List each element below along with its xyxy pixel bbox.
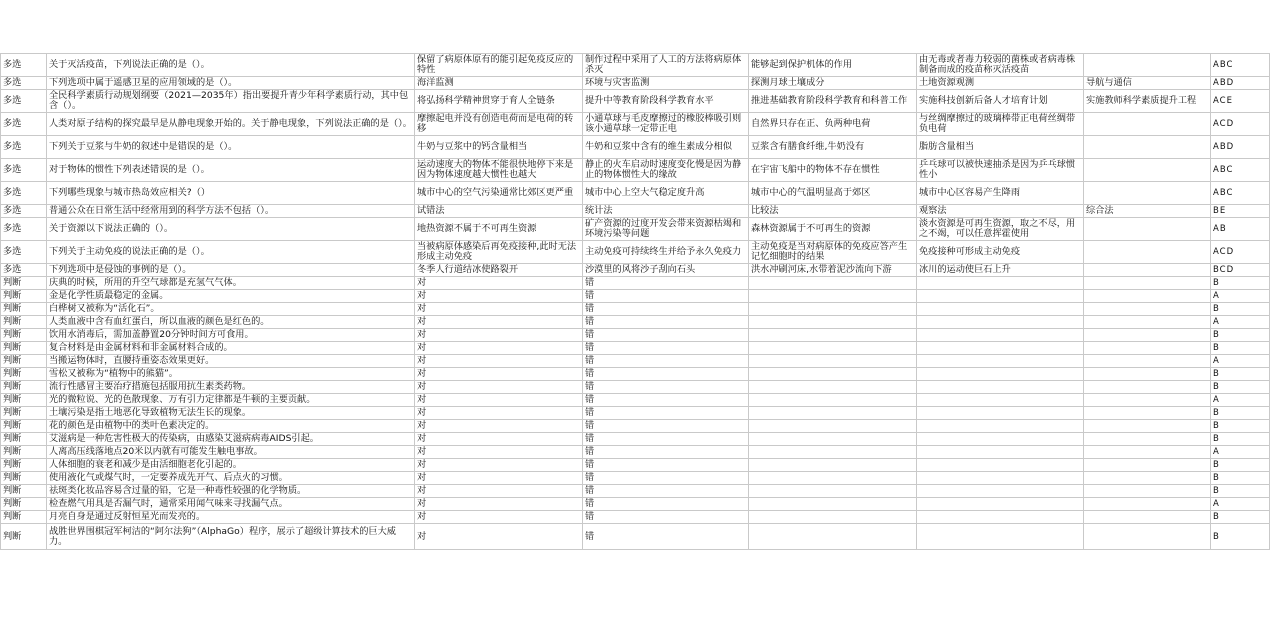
cell-e[interactable] [1084, 394, 1211, 407]
cell-b[interactable]: 错 [583, 381, 749, 394]
cell-type[interactable]: 判断 [1, 381, 47, 394]
cell-c[interactable] [749, 290, 917, 303]
cell-e[interactable] [1084, 182, 1211, 205]
cell-e[interactable] [1084, 159, 1211, 182]
cell-type[interactable]: 判断 [1, 459, 47, 472]
cell-c[interactable] [749, 329, 917, 342]
cell-type[interactable]: 多选 [1, 241, 47, 264]
cell-c[interactable] [749, 355, 917, 368]
cell-q[interactable]: 下列选项中属于遥感卫星的应用领域的是（）。 [47, 77, 415, 90]
cell-c[interactable]: 探测月球土壤成分 [749, 77, 917, 90]
cell-c[interactable]: 在宇宙飞船中的物体不存在惯性 [749, 159, 917, 182]
cell-b[interactable]: 错 [583, 472, 749, 485]
table-row [1, 329, 1270, 342]
table-row [1, 524, 1270, 550]
cell-b[interactable]: 错 [583, 498, 749, 511]
cell-q[interactable]: 关于灭活疫苗，下列说法正确的是（）。 [47, 54, 415, 77]
cell-e[interactable] [1084, 472, 1211, 485]
cell-e[interactable] [1084, 218, 1211, 241]
cell-q[interactable]: 金是化学性质最稳定的金属。 [47, 290, 415, 303]
cell-q[interactable]: 使用液化气或煤气时，一定要养成先开气、后点火的习惯。 [47, 472, 415, 485]
table-row [1, 485, 1270, 498]
cell-q[interactable]: 下列哪些现象与城市热岛效应相关?（） [47, 182, 415, 205]
cell-type[interactable]: 判断 [1, 342, 47, 355]
cell-q[interactable]: 关于资源以下说法正确的（）。 [47, 218, 415, 241]
cell-ans[interactable]: B [1211, 459, 1270, 472]
table-row [1, 264, 1270, 277]
cell-c[interactable] [749, 394, 917, 407]
cell-q[interactable]: 对于物体的惯性下列表述错误的是（）。 [47, 159, 415, 182]
cell-type[interactable]: 多选 [1, 159, 47, 182]
cell-c[interactable]: 城市中心的气温明显高于郊区 [749, 182, 917, 205]
cell-b[interactable]: 错 [583, 485, 749, 498]
cell-ans[interactable]: B [1211, 342, 1270, 355]
cell-ans[interactable]: B [1211, 433, 1270, 446]
table-row [1, 303, 1270, 316]
cell-a[interactable]: 对 [415, 316, 583, 329]
cell-ans[interactable]: B [1211, 485, 1270, 498]
cell-d[interactable]: 城市中心区容易产生降雨 [917, 182, 1084, 205]
cell-type[interactable]: 判断 [1, 290, 47, 303]
cell-ans[interactable]: ABD [1211, 77, 1270, 90]
cell-q[interactable]: 复合材料是由金属材料和非金属材料合成的。 [47, 342, 415, 355]
cell-d[interactable] [917, 355, 1084, 368]
cell-d[interactable]: 观察法 [917, 205, 1084, 218]
cell-q[interactable]: 下列选项中是侵蚀的事例的是（）。 [47, 264, 415, 277]
table-row [1, 316, 1270, 329]
table-row [1, 182, 1270, 205]
cell-a[interactable]: 对 [415, 394, 583, 407]
cell-type[interactable]: 判断 [1, 407, 47, 420]
table-row [1, 472, 1270, 485]
table-row [1, 77, 1270, 90]
cell-a[interactable]: 海洋监测 [415, 77, 583, 90]
cell-b[interactable]: 主动免疫可持续终生并给予永久免疫力 [583, 241, 749, 264]
cell-a[interactable]: 保留了病原体原有的能引起免疫反应的特性 [415, 54, 583, 77]
cell-a[interactable]: 对 [415, 446, 583, 459]
cell-d[interactable] [917, 420, 1084, 433]
cell-q[interactable]: 庆典的时候，所用的升空气球都是充氢气气体。 [47, 277, 415, 290]
cell-d[interactable] [917, 277, 1084, 290]
cell-q[interactable]: 人体细胞的衰老和减少是由活细胞老化引起的。 [47, 459, 415, 472]
cell-a[interactable]: 城市中心的空气污染通常比郊区更严重 [415, 182, 583, 205]
cell-c[interactable] [749, 498, 917, 511]
cell-a[interactable]: 对 [415, 524, 583, 550]
cell-ans[interactable]: ABC [1211, 54, 1270, 77]
table-row [1, 277, 1270, 290]
cell-e[interactable] [1084, 381, 1211, 394]
cell-b[interactable]: 牛奶和豆浆中含有的维生素成分相似 [583, 136, 749, 159]
cell-a[interactable]: 对 [415, 498, 583, 511]
cell-d[interactable]: 土地资源观测 [917, 77, 1084, 90]
table-row [1, 355, 1270, 368]
cell-a[interactable]: 对 [415, 277, 583, 290]
table-row [1, 420, 1270, 433]
cell-e[interactable] [1084, 355, 1211, 368]
cell-d[interactable] [917, 485, 1084, 498]
table-row [1, 381, 1270, 394]
table-row [1, 113, 1270, 136]
cell-ans[interactable]: B [1211, 303, 1270, 316]
cell-type[interactable]: 判断 [1, 394, 47, 407]
cell-q[interactable]: 检查燃气用具是否漏气时，通常采用闻气味来寻找漏气点。 [47, 498, 415, 511]
cell-d[interactable]: 与丝绸摩擦过的玻璃棒带正电荷丝绸带负电荷 [917, 113, 1084, 136]
cell-d[interactable] [917, 368, 1084, 381]
cell-d[interactable]: 冰川的运动使巨石上升 [917, 264, 1084, 277]
cell-type[interactable]: 判断 [1, 433, 47, 446]
cell-type[interactable]: 多选 [1, 264, 47, 277]
cell-d[interactable] [917, 407, 1084, 420]
cell-a[interactable]: 对 [415, 381, 583, 394]
cell-q[interactable]: 人类对原子结构的探究最早是从静电现象开始的。关于静电现象，下列说法正确的是（）。 [47, 113, 415, 136]
cell-e[interactable] [1084, 264, 1211, 277]
cell-ans[interactable]: A [1211, 394, 1270, 407]
cell-q[interactable]: 人离高压线落地点20米以内就有可能发生触电事故。 [47, 446, 415, 459]
cell-type[interactable]: 判断 [1, 420, 47, 433]
cell-e[interactable] [1084, 446, 1211, 459]
spreadsheet-table [0, 53, 1270, 550]
cell-q[interactable]: 下列关于主动免疫的说法正确的是（）。 [47, 241, 415, 264]
cell-c[interactable] [749, 420, 917, 433]
cell-a[interactable]: 将弘扬科学精神贯穿于育人全链条 [415, 90, 583, 113]
cell-type[interactable]: 判断 [1, 277, 47, 290]
cell-c[interactable] [749, 459, 917, 472]
cell-type[interactable]: 多选 [1, 113, 47, 136]
cell-type[interactable]: 多选 [1, 136, 47, 159]
table-row [1, 498, 1270, 511]
cell-q[interactable]: 祛斑类化妆品容易含过量的铅，它是一种毒性较强的化学物质。 [47, 485, 415, 498]
cell-e[interactable] [1084, 407, 1211, 420]
cell-c[interactable] [749, 472, 917, 485]
cell-b[interactable]: 错 [583, 407, 749, 420]
cell-c[interactable] [749, 407, 917, 420]
cell-ans[interactable]: B [1211, 524, 1270, 550]
cell-q[interactable]: 白桦树又被称为“活化石”。 [47, 303, 415, 316]
cell-q[interactable]: 流行性感冒主要治疗措施包括服用抗生素类药物。 [47, 381, 415, 394]
cell-q[interactable]: 月亮自身是通过反射恒星光而发亮的。 [47, 511, 415, 524]
cell-c[interactable] [749, 524, 917, 550]
cell-ans[interactable]: B [1211, 277, 1270, 290]
cell-d[interactable]: 免疫接种可形成主动免疫 [917, 241, 1084, 264]
cell-d[interactable] [917, 342, 1084, 355]
cell-ans[interactable]: AB [1211, 218, 1270, 241]
table-row [1, 511, 1270, 524]
cell-d[interactable]: 淡水资源是可再生资源，取之不尽，用之不竭，可以任意挥霍使用 [917, 218, 1084, 241]
cell-c[interactable]: 比较法 [749, 205, 917, 218]
cell-d[interactable]: 实施科技创新后备人才培育计划 [917, 90, 1084, 113]
cell-d[interactable] [917, 459, 1084, 472]
cell-b[interactable]: 制作过程中采用了人工的方法将病原体杀灭 [583, 54, 749, 77]
cell-a[interactable]: 对 [415, 329, 583, 342]
cell-type[interactable]: 判断 [1, 316, 47, 329]
cell-type[interactable]: 判断 [1, 511, 47, 524]
cell-e[interactable] [1084, 368, 1211, 381]
cell-c[interactable]: 推进基础教育阶段科学教育和科普工作 [749, 90, 917, 113]
table-row [1, 433, 1270, 446]
cell-e[interactable] [1084, 54, 1211, 77]
cell-b[interactable]: 环境与灾害监测 [583, 77, 749, 90]
cell-b[interactable]: 错 [583, 342, 749, 355]
cell-b[interactable]: 统计法 [583, 205, 749, 218]
cell-e[interactable] [1084, 342, 1211, 355]
cell-e[interactable] [1084, 290, 1211, 303]
cell-c[interactable] [749, 277, 917, 290]
cell-ans[interactable]: B [1211, 329, 1270, 342]
cell-d[interactable]: 脂肪含量相当 [917, 136, 1084, 159]
cell-q[interactable]: 普通公众在日常生活中经常用到的科学方法不包括（）。 [47, 205, 415, 218]
cell-b[interactable]: 小通草球与毛皮摩擦过的橡胶棒吸引则该小通草球一定带正电 [583, 113, 749, 136]
table-row [1, 159, 1270, 182]
cell-c[interactable] [749, 381, 917, 394]
cell-q[interactable]: 战胜世界围棋冠军柯洁的“阿尔法狗”（AlphaGo）程序，展示了超级计算技术的巨大威力。 [47, 524, 415, 550]
table-row [1, 136, 1270, 159]
cell-a[interactable]: 地热资源不属于不可再生资源 [415, 218, 583, 241]
cell-b[interactable]: 错 [583, 420, 749, 433]
cell-ans[interactable]: ABD [1211, 136, 1270, 159]
cell-ans[interactable]: A [1211, 446, 1270, 459]
cell-a[interactable]: 对 [415, 472, 583, 485]
cell-d[interactable]: 乒乓球可以被快速抽杀是因为乒乓球惯性小 [917, 159, 1084, 182]
cell-c[interactable] [749, 316, 917, 329]
cell-q[interactable]: 全民科学素质行动规划纲要（2021—2035年）指出要提升青少年科学素质行动，其中包含（）。 [47, 90, 415, 113]
table-row [1, 290, 1270, 303]
cell-e[interactable] [1084, 316, 1211, 329]
table-row [1, 407, 1270, 420]
cell-type[interactable]: 多选 [1, 90, 47, 113]
cell-a[interactable]: 对 [415, 459, 583, 472]
cell-a[interactable]: 冬季人行道结冰使路裂开 [415, 264, 583, 277]
cell-d[interactable]: 由无毒或者毒力较弱的菌株或者病毒株制备而成的疫苗称灭活疫苗 [917, 54, 1084, 77]
cell-ans[interactable]: A [1211, 498, 1270, 511]
cell-e[interactable] [1084, 524, 1211, 550]
cell-e[interactable] [1084, 277, 1211, 290]
cell-ans[interactable]: A [1211, 355, 1270, 368]
cell-e[interactable] [1084, 459, 1211, 472]
cell-d[interactable] [917, 394, 1084, 407]
cell-b[interactable]: 错 [583, 459, 749, 472]
cell-q[interactable]: 土壤污染是指土地恶化导致植物无法生长的现象。 [47, 407, 415, 420]
cell-e[interactable]: 综合法 [1084, 205, 1211, 218]
cell-b[interactable]: 错 [583, 524, 749, 550]
cell-type[interactable]: 多选 [1, 218, 47, 241]
cell-b[interactable]: 城市中心上空大气稳定度升高 [583, 182, 749, 205]
cell-d[interactable] [917, 329, 1084, 342]
cell-ans[interactable]: A [1211, 316, 1270, 329]
cell-a[interactable]: 对 [415, 420, 583, 433]
cell-ans[interactable]: A [1211, 290, 1270, 303]
cell-d[interactable] [917, 316, 1084, 329]
cell-ans[interactable]: B [1211, 381, 1270, 394]
table-body [1, 54, 1270, 550]
cell-type[interactable]: 判断 [1, 329, 47, 342]
cell-c[interactable]: 能够起到保护机体的作用 [749, 54, 917, 77]
cell-d[interactable] [917, 524, 1084, 550]
table-row [1, 459, 1270, 472]
cell-type[interactable]: 判断 [1, 485, 47, 498]
table-row [1, 218, 1270, 241]
cell-ans[interactable]: B [1211, 420, 1270, 433]
cell-type[interactable]: 判断 [1, 498, 47, 511]
cell-d[interactable] [917, 290, 1084, 303]
cell-a[interactable]: 对 [415, 342, 583, 355]
cell-a[interactable]: 对 [415, 355, 583, 368]
cell-a[interactable]: 摩擦起电并没有创造电荷而是电荷的转移 [415, 113, 583, 136]
cell-b[interactable]: 静止的火车启动时速度变化慢是因为静止的物体惯性大的缘故 [583, 159, 749, 182]
cell-ans[interactable]: B [1211, 472, 1270, 485]
cell-ans[interactable]: ACE [1211, 90, 1270, 113]
cell-d[interactable] [917, 511, 1084, 524]
cell-type[interactable]: 判断 [1, 355, 47, 368]
cell-e[interactable] [1084, 136, 1211, 159]
cell-a[interactable]: 牛奶与豆浆中的钙含量相当 [415, 136, 583, 159]
cell-a[interactable]: 对 [415, 290, 583, 303]
cell-c[interactable]: 洪水冲刷河床,水带着泥沙流向下游 [749, 264, 917, 277]
cell-type[interactable]: 多选 [1, 182, 47, 205]
cell-d[interactable] [917, 433, 1084, 446]
cell-a[interactable]: 对 [415, 485, 583, 498]
cell-type[interactable]: 判断 [1, 524, 47, 550]
cell-c[interactable] [749, 342, 917, 355]
cell-a[interactable]: 对 [415, 433, 583, 446]
cell-ans[interactable]: B [1211, 511, 1270, 524]
cell-d[interactable] [917, 446, 1084, 459]
cell-c[interactable] [749, 485, 917, 498]
cell-a[interactable]: 试错法 [415, 205, 583, 218]
cell-b[interactable]: 错 [583, 277, 749, 290]
cell-e[interactable]: 导航与通信 [1084, 77, 1211, 90]
cell-e[interactable] [1084, 329, 1211, 342]
cell-q[interactable]: 饮用水消毒后，需加盖静置20分钟时间方可食用。 [47, 329, 415, 342]
cell-e[interactable] [1084, 498, 1211, 511]
cell-b[interactable]: 错 [583, 511, 749, 524]
cell-b[interactable]: 错 [583, 368, 749, 381]
cell-b[interactable]: 错 [583, 355, 749, 368]
cell-a[interactable]: 对 [415, 511, 583, 524]
cell-e[interactable] [1084, 511, 1211, 524]
cell-type[interactable]: 多选 [1, 205, 47, 218]
cell-ans[interactable]: ABC [1211, 159, 1270, 182]
cell-c[interactable] [749, 433, 917, 446]
cell-b[interactable]: 提升中等教育阶段科学教育水平 [583, 90, 749, 113]
cell-type[interactable]: 判断 [1, 472, 47, 485]
table-row [1, 241, 1270, 264]
cell-type[interactable]: 多选 [1, 54, 47, 77]
cell-e[interactable] [1084, 420, 1211, 433]
cell-e[interactable] [1084, 485, 1211, 498]
cell-ans[interactable]: ACD [1211, 113, 1270, 136]
cell-ans[interactable]: BE [1211, 205, 1270, 218]
table-row [1, 90, 1270, 113]
table-row [1, 446, 1270, 459]
table-row [1, 394, 1270, 407]
cell-c[interactable] [749, 511, 917, 524]
cell-b[interactable]: 错 [583, 290, 749, 303]
table-row [1, 54, 1270, 77]
cell-q[interactable]: 人类血液中含有血红蛋白，所以血液的颜色是红色的。 [47, 316, 415, 329]
cell-type[interactable]: 判断 [1, 446, 47, 459]
cell-b[interactable]: 错 [583, 394, 749, 407]
cell-d[interactable] [917, 498, 1084, 511]
cell-b[interactable]: 沙漠里的风将沙子刮向石头 [583, 264, 749, 277]
cell-c[interactable]: 豆浆含有膳食纤维,牛奶没有 [749, 136, 917, 159]
cell-b[interactable]: 矿产资源的过度开发会带来资源枯竭和环境污染等问题 [583, 218, 749, 241]
cell-q[interactable]: 雪松又被称为“植物中的熊猫”。 [47, 368, 415, 381]
cell-q[interactable]: 光的微粒说、光的色散现象、万有引力定律都是牛顿的主要贡献。 [47, 394, 415, 407]
table-row [1, 368, 1270, 381]
table-row [1, 205, 1270, 218]
cell-c[interactable] [749, 446, 917, 459]
cell-b[interactable]: 错 [583, 446, 749, 459]
cell-ans[interactable]: ACD [1211, 241, 1270, 264]
cell-b[interactable]: 错 [583, 433, 749, 446]
cell-e[interactable] [1084, 113, 1211, 136]
cell-a[interactable]: 对 [415, 368, 583, 381]
cell-ans[interactable]: BCD [1211, 264, 1270, 277]
cell-e[interactable] [1084, 303, 1211, 316]
cell-c[interactable] [749, 303, 917, 316]
cell-b[interactable]: 错 [583, 303, 749, 316]
cell-type[interactable]: 判断 [1, 303, 47, 316]
cell-e[interactable] [1084, 241, 1211, 264]
cell-a[interactable]: 运动速度大的物体不能很快地停下来是因为物体速度越大惯性也越大 [415, 159, 583, 182]
cell-q[interactable]: 艾滋病是一种危害性极大的传染病，由感染艾滋病病毒AIDS引起。 [47, 433, 415, 446]
cell-a[interactable]: 对 [415, 303, 583, 316]
cell-q[interactable]: 下列关于豆浆与牛奶的叙述中是错误的是（）。 [47, 136, 415, 159]
cell-c[interactable]: 主动免疫是当对病原体的免疫应答产生记忆细胞时的结果 [749, 241, 917, 264]
cell-e[interactable]: 实施教师科学素质提升工程 [1084, 90, 1211, 113]
cell-b[interactable]: 错 [583, 329, 749, 342]
cell-e[interactable] [1084, 433, 1211, 446]
cell-d[interactable] [917, 381, 1084, 394]
cell-d[interactable] [917, 472, 1084, 485]
cell-c[interactable]: 自然界只存在正、负两种电荷 [749, 113, 917, 136]
cell-q[interactable]: 当搬运物体时，直腰持重姿态效果更好。 [47, 355, 415, 368]
cell-type[interactable]: 多选 [1, 77, 47, 90]
table-row [1, 342, 1270, 355]
cell-a[interactable]: 当被病原体感染后再免疫接种,此时无法形成主动免疫 [415, 241, 583, 264]
cell-type[interactable]: 判断 [1, 368, 47, 381]
cell-ans[interactable]: B [1211, 407, 1270, 420]
cell-q[interactable]: 花的颜色是由植物中的类叶色素决定的。 [47, 420, 415, 433]
cell-ans[interactable]: B [1211, 368, 1270, 381]
cell-c[interactable] [749, 368, 917, 381]
cell-c[interactable]: 森林资源属于不可再生的资源 [749, 218, 917, 241]
cell-a[interactable]: 对 [415, 407, 583, 420]
cell-d[interactable] [917, 303, 1084, 316]
cell-ans[interactable]: ABC [1211, 182, 1270, 205]
cell-b[interactable]: 错 [583, 316, 749, 329]
